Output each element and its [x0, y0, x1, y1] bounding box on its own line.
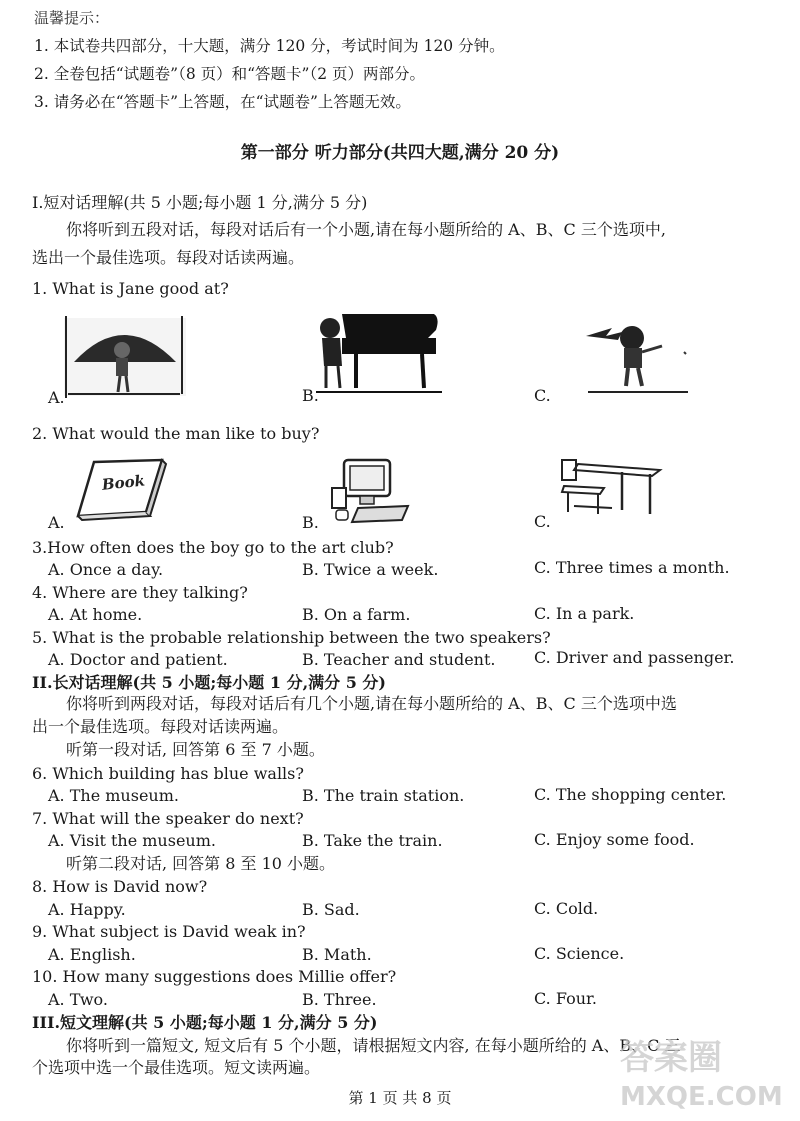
question-text: 9. What subject is David weak in?	[32, 922, 306, 941]
section-heading: II.长对话理解(共 5 小题;每小题 1 分,满分 5 分)	[32, 673, 386, 692]
desk-picture	[560, 456, 664, 518]
option-a: A. Doctor and patient.	[48, 650, 228, 669]
question-text: 10. How many suggestions does Millie offer?	[32, 967, 397, 986]
question-text: 1. What is Jane good at?	[32, 279, 229, 298]
option-a: A. English.	[48, 945, 136, 964]
question-text: 8. How is David now?	[32, 877, 208, 896]
option-a: A. Happy.	[48, 900, 126, 919]
tip-item: 3. 请务必在“答题卡”上答题，在“试题卷”上答题无效。	[34, 93, 411, 111]
section-heading: III.短文理解(共 5 小题;每小题 1 分,满分 5 分)	[32, 1013, 378, 1032]
section-instruction: 选出一个最佳选项。每段对话读两遍。	[32, 248, 305, 267]
dialogue-instruction: 听第一段对话, 回答第 6 至 7 小题。	[66, 740, 325, 759]
book-picture	[72, 456, 168, 522]
option-b: B. The train station.	[302, 786, 465, 805]
question-text: 5. What is the probable relationship between the two speakers?	[32, 628, 551, 647]
section-instruction: 你将听到一篇短文, 短文后有 5 个小题，请根据短文内容, 在每小题所给的 A、B、C 三	[66, 1036, 681, 1055]
question-text: 7. What will the speaker do next?	[32, 809, 304, 828]
option-b: B. Take the train.	[302, 831, 443, 850]
option-c: C. Driver and passenger.	[534, 648, 735, 667]
option-a: A. Two.	[48, 990, 108, 1009]
option-c: C. The shopping center.	[534, 785, 727, 804]
dialogue-instruction: 听第二段对话, 回答第 8 至 10 小题。	[66, 854, 336, 873]
option-c: C.	[534, 386, 551, 405]
section-instruction: 个选项中选一个最佳选项。短文读两遍。	[32, 1058, 321, 1077]
option-c: C. Four.	[534, 989, 597, 1008]
book-label: Book	[101, 471, 146, 494]
umbrella-picture	[64, 314, 186, 398]
option-b: B. On a farm.	[302, 605, 411, 624]
tip-item: 1. 本试卷共四部分，十大题，满分 120 分，考试时间为 120 分钟。	[34, 37, 505, 55]
option-c: C. Cold.	[534, 899, 599, 918]
section-instruction: 出一个最佳选项。每段对话读两遍。	[32, 717, 289, 736]
option-c: C. Enjoy some food.	[534, 830, 695, 849]
section-instruction: 你将听到两段对话，每段对话后有几个小题,请在每小题所给的 A、B、C 三个选项中选	[66, 694, 677, 713]
watermark-logo: 答案圈	[620, 1038, 722, 1078]
option-a: A.	[48, 513, 65, 532]
dancing-girl-picture	[582, 322, 690, 394]
question-text: 2. What would the man like to buy?	[32, 424, 320, 443]
option-c: C.	[534, 512, 551, 531]
question-text: 4. Where are they talking?	[32, 583, 248, 602]
option-b: B. Math.	[302, 945, 372, 964]
option-b: B.	[302, 386, 319, 405]
page-footer: 第 1 页 共 8 页	[348, 1089, 452, 1107]
option-a: A. Once a day.	[48, 560, 164, 579]
watermark-url: MXQE.COM	[620, 1082, 783, 1112]
option-b: B.	[302, 513, 319, 532]
tips-title: 温馨提示：	[34, 9, 110, 27]
question-text: 6. Which building has blue walls?	[32, 764, 304, 783]
part-title: 第一部分 听力部分(共四大题,满分 20 分)	[240, 143, 560, 163]
option-b: B. Twice a week.	[302, 560, 439, 579]
option-c: C. In a park.	[534, 604, 635, 623]
question-text: 3.How often does the boy go to the art club?	[32, 538, 394, 557]
section-instruction: 你将听到五段对话，每段对话后有一个小题,请在每小题所给的 A、B、C 三个选项中,	[66, 220, 666, 239]
option-a: A.	[48, 388, 65, 407]
option-b: B. Three.	[302, 990, 377, 1009]
computer-picture	[322, 458, 412, 524]
option-a: A. At home.	[48, 605, 143, 624]
option-a: A. Visit the museum.	[48, 831, 216, 850]
option-c: C. Science.	[534, 944, 625, 963]
tip-item: 2. 全卷包括“试题卷”（8 页）和“答题卡”（2 页）两部分。	[34, 65, 425, 83]
section-heading: I.短对话理解(共 5 小题;每小题 1 分,满分 5 分)	[32, 193, 368, 212]
option-c: C. Three times a month.	[534, 558, 730, 577]
option-b: B. Teacher and student.	[302, 650, 496, 669]
option-b: B. Sad.	[302, 900, 360, 919]
option-a: A. The museum.	[48, 786, 179, 805]
piano-picture	[316, 308, 442, 398]
